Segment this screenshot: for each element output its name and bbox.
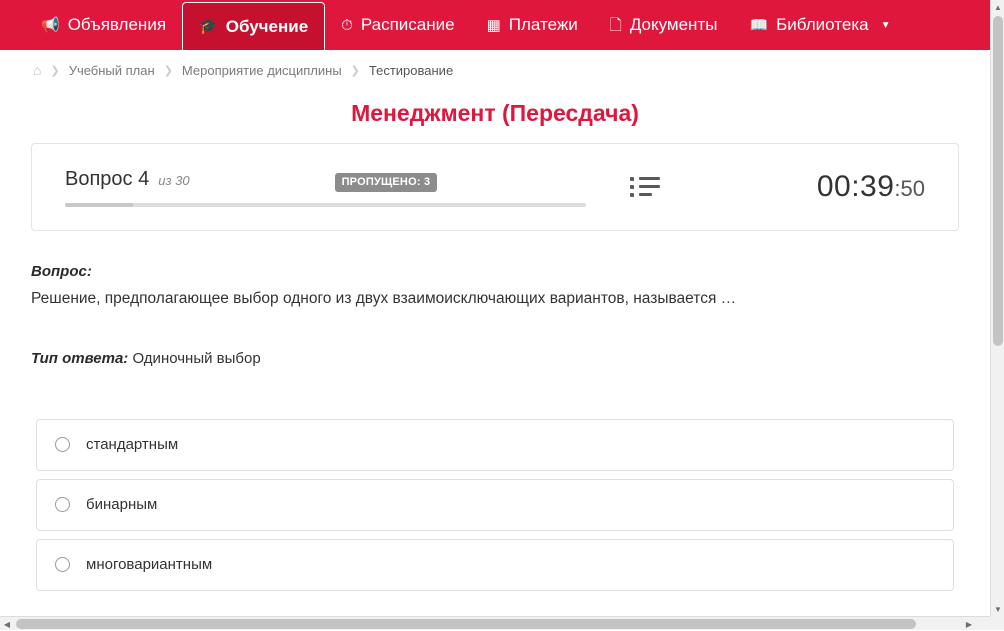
nav-item-schedule[interactable] bbox=[325, 0, 470, 50]
vertical-scrollbar[interactable] bbox=[990, 0, 1004, 616]
nav-item-announcements[interactable] bbox=[25, 0, 182, 50]
scroll-right-arrow-icon[interactable]: ▶ bbox=[965, 619, 973, 629]
answer-type-label: Тип ответа: bbox=[31, 349, 129, 367]
home-icon[interactable]: ⌂ bbox=[33, 62, 42, 78]
question-prompt-text: Решение, предполагающее выбор одного из двух взаимоисключающих вариантов, называется … bbox=[31, 290, 737, 307]
question-content bbox=[0, 231, 990, 367]
nav-item-documents[interactable] bbox=[594, 0, 734, 50]
question-prompt-label: Вопрос: bbox=[31, 263, 92, 280]
question-list-icon[interactable] bbox=[630, 175, 660, 199]
quiz-status-panel bbox=[31, 143, 959, 231]
nav-label: Библиотека bbox=[776, 15, 869, 34]
answer-option-label: многовариантным bbox=[86, 556, 213, 574]
radio-icon[interactable] bbox=[55, 497, 70, 512]
timer-minutes: 00:39 bbox=[816, 170, 895, 203]
progress-bar-fill bbox=[65, 203, 133, 207]
answer-option-label: бинарным bbox=[86, 496, 158, 514]
radio-icon[interactable] bbox=[55, 557, 70, 572]
breadcrumb-item-curriculum[interactable]: Учебный план bbox=[68, 62, 155, 78]
nav-label: Объявления bbox=[67, 15, 167, 34]
chevron-down-icon: ▼ bbox=[880, 19, 891, 31]
scroll-left-arrow-icon[interactable]: ◀ bbox=[3, 619, 11, 629]
timer-seconds: :50 bbox=[894, 176, 925, 201]
progress-bar bbox=[65, 203, 586, 207]
book-icon: 📖 bbox=[749, 16, 769, 34]
breadcrumb bbox=[0, 50, 990, 88]
nav-label: Документы bbox=[629, 15, 718, 34]
horizontal-scroll-thumb[interactable] bbox=[16, 619, 916, 629]
nav-item-library[interactable] bbox=[733, 0, 906, 50]
clock-icon: ⏱ bbox=[341, 16, 353, 34]
scroll-up-arrow-icon[interactable]: ▲ bbox=[994, 2, 1002, 12]
answer-option[interactable] bbox=[36, 539, 954, 591]
question-list-section bbox=[592, 175, 698, 199]
answer-type-row bbox=[31, 350, 959, 367]
breadcrumb-item-discipline-event[interactable]: Мероприятие дисциплины bbox=[181, 62, 342, 78]
document-icon: 🗋 bbox=[609, 16, 622, 34]
status-badge: ПРОПУЩЕНО: 3 bbox=[335, 173, 438, 192]
scroll-down-arrow-icon[interactable]: ▼ bbox=[994, 604, 1002, 614]
breadcrumb-separator: ❯ bbox=[50, 64, 60, 77]
quiz-progress-section bbox=[32, 168, 592, 207]
question-heading bbox=[65, 168, 592, 192]
question-total: из 30 bbox=[158, 172, 190, 188]
nav-label: Расписание bbox=[360, 15, 455, 34]
quiz-timer bbox=[698, 170, 958, 204]
answer-options bbox=[36, 419, 954, 591]
question-number: Вопрос 4 bbox=[65, 167, 150, 190]
breadcrumb-item-testing: Тестирование bbox=[368, 62, 454, 78]
nav-label: Обучение bbox=[225, 16, 309, 36]
vertical-scroll-thumb[interactable] bbox=[993, 16, 1003, 346]
graduation-cap-icon: 🎓 bbox=[199, 18, 218, 35]
answer-option[interactable] bbox=[36, 479, 954, 531]
horizontal-scrollbar[interactable] bbox=[0, 616, 990, 630]
nav-item-education[interactable] bbox=[182, 2, 325, 50]
radio-icon[interactable] bbox=[55, 437, 70, 452]
answer-type-value: Одиночный выбор bbox=[132, 349, 261, 367]
nav-label: Платежи bbox=[508, 15, 578, 34]
main-navigation bbox=[0, 0, 990, 50]
page-title: Менеджмент (Пересдача) bbox=[351, 100, 639, 126]
nav-item-payments[interactable] bbox=[471, 0, 594, 50]
breadcrumb-separator: ❯ bbox=[350, 64, 360, 77]
megaphone-icon: 📢 bbox=[41, 16, 60, 34]
credit-card-icon: ▦ bbox=[486, 16, 501, 34]
breadcrumb-separator: ❯ bbox=[163, 64, 173, 77]
answer-option[interactable] bbox=[36, 419, 954, 471]
answer-option-label: стандартным bbox=[86, 436, 179, 454]
scrollbar-corner bbox=[990, 616, 1004, 630]
